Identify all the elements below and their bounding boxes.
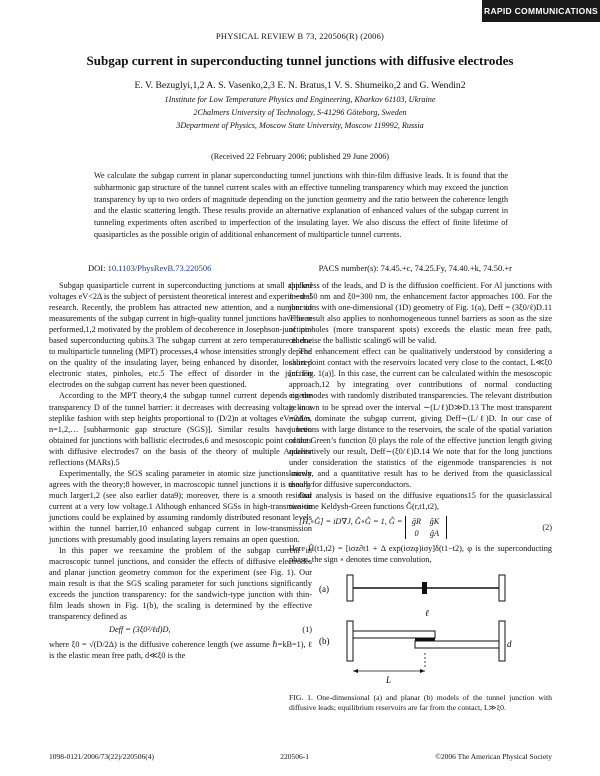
affiliation-3: 3Department of Physics, Moscow State University, Moscow 119992, Russia (176, 121, 424, 130)
figure-l-label: ℓ (425, 608, 429, 619)
figure-1 (289, 571, 552, 693)
received-date: (Received 22 February 2006; published 29 June 2006) (210, 152, 390, 161)
matrix-cell: ĝA (429, 529, 440, 539)
right-column (289, 280, 552, 713)
top-film-b (353, 631, 435, 638)
doi-prefix: DOI: (88, 263, 108, 273)
paragraph: thickness of the leads, and D is the diffusion coefficient. For Al junctions with ℓ∼d=50 nm and ξ0=300 nm, the enhancement factor approaches 100. For the junctions with one-dimensional (1D) geometry of Fig. 1(a), Deff = (3ξ0/ℓ)D.11 This result also applies to nonhomogeneous tunnel barriers as soon as the size of pinholes (more transparent spots) exceeds the elastic mean free path, otherwise the ballistic scaling6 will be valid. (289, 281, 552, 346)
affiliation-1: 1Institute for Low Temperature Physics and Engineering, Kharkov 61103, Ukraine (164, 95, 436, 104)
matrix-grid (405, 516, 447, 539)
doi (88, 263, 211, 273)
paper-title: Subgap current in superconducting tunnel junctions with diffusive electrodes (86, 53, 514, 68)
left-column (49, 280, 312, 661)
figure-L-label: L (386, 675, 392, 686)
reservoir-left-a (347, 575, 353, 601)
arrowhead (353, 669, 358, 673)
copyright: ©2006 The American Physical Society (435, 752, 552, 761)
figure-label-a: (a) (319, 584, 329, 595)
page-number: 220506-1 (280, 752, 309, 761)
equation-2-body (299, 516, 447, 539)
doi-line (88, 263, 512, 273)
abstract: We calculate the subgap current in planar superconducting tunnel junctions with thin-film diffusive leads. It is found that the subharmonic gap structure of the tunnel current scales with an effective tunneling transparency which may exceed the junction transparency by up to two orders of magnitude depending on the junction geometry and the ratio between the coherence length and the elastic scattering length. These results provide an alternative explanation of enhanced values of the subgap current in tunneling experiments often ascribed to imperfection of the insulating layer. We also discuss the effect of finite lifetime of quasiparticles as the possible origin of additional enhancement of multiparticle tunnel currents. (94, 171, 508, 239)
paragraph: Here Ĥ(t1,t2) = [iσz∂t1 + Δ exp(iσzφ)iσy]δ(t1−t2), φ is the superconducting phase, the sign ∘ denotes time convolution, (289, 544, 552, 565)
equation-2-number: (2) (542, 523, 552, 532)
paragraph: According to the MPT theory,4 the subgap tunnel current depends on the transparency D of the tunnel barrier: it decreases with decreasing voltage in a steplike fashion with step heights proportional to (D/2)n at voltages eV=2Δ/n, n=1,2,… [subharmonic gap structure (SGS)]. Similar results have been obtained for junctions with ballistic electrodes,6 and mesoscopic point contacts with diffusive electrodes7 on the basis of the theory of multiple Andreev reflections (MARs).5 (49, 391, 312, 467)
tunnel-barrier-a (422, 582, 427, 594)
paragraph: Experimentally, the SGS scaling parameter in atomic size junctions nicely agrees with the theory;8 however, in macroscopic tunnel junctions it is usually much larger1,2 (see also earlier data9); moreover, there is a smooth residual current at a very low voltage.1 Although enhanced SGSs in high-transmission junctions could be explained by assuming randomly distributed resonant levels within the tunnel barrier,10 enhanced subgap current in low-transmission junctions with presumably good insulating layers remains an open question. (49, 468, 312, 545)
paragraph: Our analysis is based on the diffusive equations15 for the quasiclassical two-time Keldysh-Green functions Ĝ(r,t1,t2), (289, 490, 552, 511)
paragraph: where ξ0 = √(D/2Δ) is the diffusive coherence length (we assume ℏ=kB=1), ℓ is the elastic mean free path, d≪ξ0 is the (49, 639, 312, 660)
equation-2-matrix (405, 516, 447, 539)
equation-2-left: [Ĥ,∘Ĝ] = iD∇J, Ĝ∘Ĝ = 1, Ĝ = (299, 516, 403, 526)
paragraph: Subgap quasiparticle current in superconducting junctions at small applied voltages eV<2Δ is the subject of persistent theoretical interest and experimental research. Recently, the problem has attracted new attention, and a number of measurements of the subgap current in high-quality tunnel junctions have been performed,1,2 motivated by the problem of decoherence in Josephson-junction-based superconducting qubits.3 The subgap current at zero temperature is due to multiparticle tunneling (MPT) processes,4 whose intensities strongly depend on the quality of the insulating layer, being enhanced by disorder, localized electronic states, pinholes, etc.5 The effect of disorder in the junction electrodes on the subgap current has never been questioned. (49, 281, 313, 390)
page-footer (49, 752, 552, 761)
equation-1 (49, 622, 312, 638)
paragraph: In this paper we reexamine the problem of the subgap current in macroscopic tunnel junctions, and consider the effects of diffusive electrodes and planar junction geometry common for the experiment (see Fig. 1). Our main result is that the SGS scaling parameter for such junctions significantly exceeds the junction transparency: for the sandwich-type junction with thin-film leads shown in Fig. 1(b), the scaling is determined by the effective transparency defined as (49, 546, 312, 622)
affiliation-2: 2Chalmers University of Technology, S-41296 Göteborg, Sweden (193, 108, 407, 117)
figure-d-label: d (507, 639, 512, 650)
equation-1-number: (1) (302, 625, 312, 635)
bottom-film-b (415, 641, 499, 648)
arrowhead (420, 669, 425, 673)
rapid-communications-tab: RAPID COMMUNICATIONS (482, 0, 600, 22)
doi-link[interactable]: 10.1103/PhysRevB.73.220506 (107, 263, 212, 273)
reservoir-right-b (499, 621, 505, 661)
paragraph: The enhancement effect can be qualitatively understood by considering a short point contact with the reservoirs located very close to the contact, L≪ξ0 [cf. Fig. 1(a)]. In this case, the current can be calculated within the mesoscopic approach,12 by integrating over contributions of normal conducting eigenmodes with randomly distributed transparencies. The relevant distribution is known to be spread over the interval ∼(L/ℓ)D≫D.13 The most transparent modes dominate the subgap current, giving Deff∼(L/ℓ)D. In our case of junctions with large distance to the reservoirs, the scale of the spatial variation of the Green’s function ξ0 plays the role of the effective junction length giving qualitatively our result, Deff∼(ξ0/ℓ)D.14 We note that for the long junctions under consideration the statistics of the eigenmode transparencies is not known, and a quantitative result has to be derived from the quasiclassical theory for diffusive superconductors. (289, 347, 552, 489)
figure-1-caption: FIG. 1. One-dimensional (a) and planar (b) models of the tunnel junction with diffusive leads; equilibrium reservoirs are far from the contact, L≫ξ0. (289, 693, 552, 713)
journal-header: PHYSICAL REVIEW B 73, 220506(R) (2006) (215, 31, 385, 41)
reservoir-right-a (499, 575, 505, 601)
equation-2 (289, 512, 552, 543)
matrix-cell: ĝR (411, 516, 422, 526)
figure-1-diagram (289, 571, 552, 693)
matrix-cell: ĝK (429, 516, 440, 526)
pacs-numbers: PACS number(s): 74.45.+c, 74.25.Fy, 74.40.+k, 74.50.+r (318, 263, 512, 273)
matrix-cell: 0 (414, 529, 419, 539)
tunnel-barrier-b (415, 638, 435, 641)
footer-code: 1098-0121/2006/73(22)/220506(4) (49, 752, 154, 761)
author-list: E. V. Bezuglyi,1,2 A. S. Vasenko,2,3 E. N. Bratus,1 V. S. Shumeiko,2 and G. Wendin2 (134, 80, 466, 91)
equation-1-body: Deff = (3ξ0²/ℓd)D, (109, 625, 171, 635)
reservoir-left-b (347, 621, 353, 661)
figure-label-b: (b) (319, 636, 330, 647)
